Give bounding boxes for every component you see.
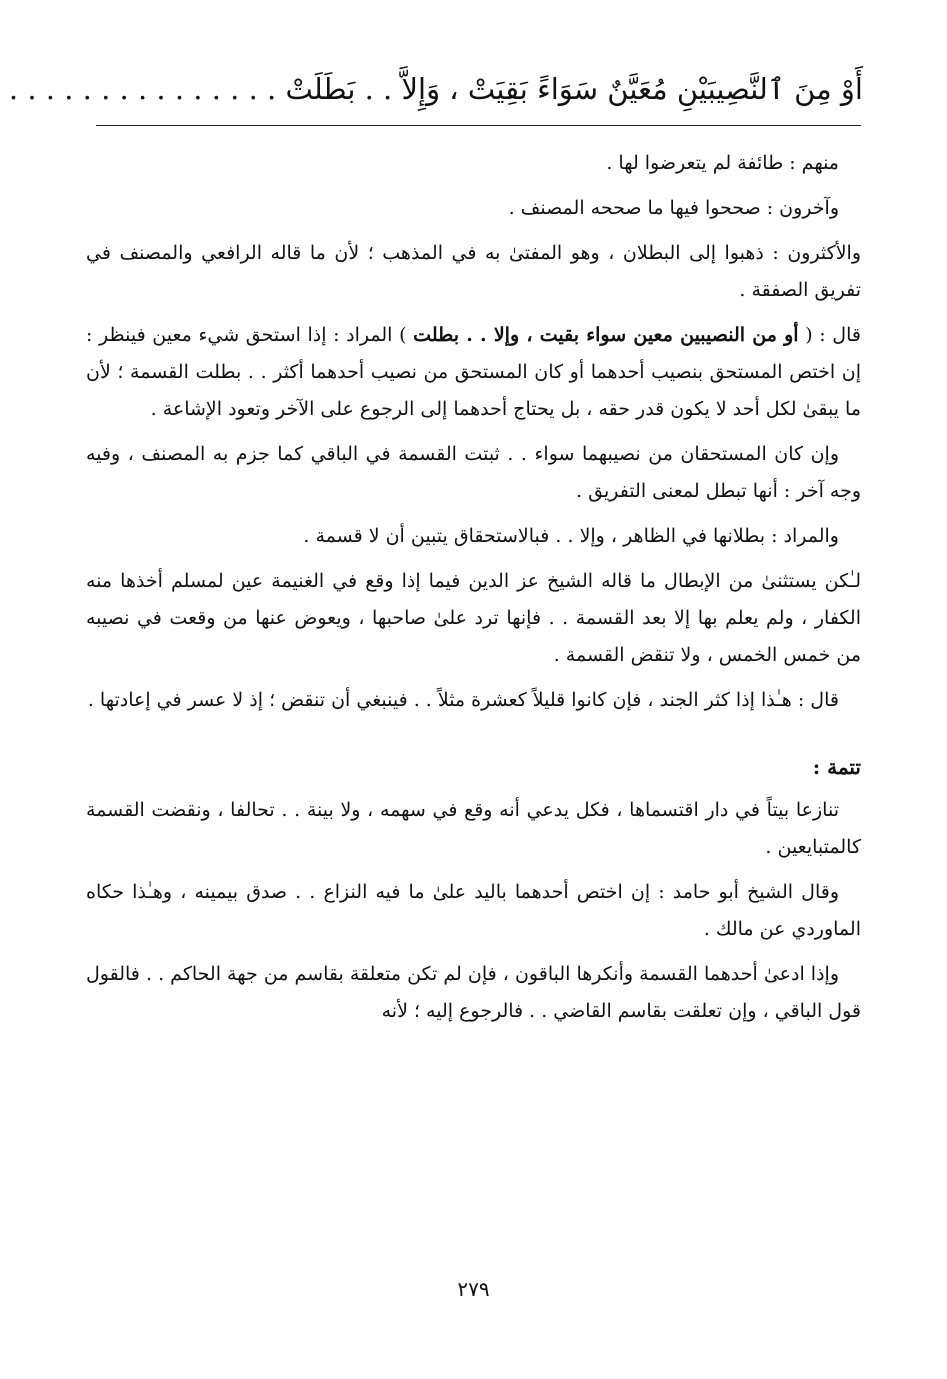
paragraph-9: تنازعا بيتاً في دار اقتسماها ، فكل يدعي أنه وقع في سهمه ، ولا بينة . . تحالفا ، ونقضت القسمة كالمتبايعين .: [86, 799, 861, 858]
header-rule: [96, 125, 861, 126]
paragraph-6: والمراد : بطلانها في الظاهر ، وإلا . . فبالاستحقاق يتبين أن لا قسمة .: [303, 525, 839, 547]
paragraph-5: وإن كان المستحقان من نصيبهما سواء . . ثبتت القسمة في الباقي كما جزم به المصنف ، وفيه وجه آخر : أنها تبطل لمعنى التفريق .: [86, 443, 861, 502]
paragraph-8: قال : هـٰذا إذا كثر الجند ، فإن كانوا قليلاً كعشرة مثلاً . . فينبغي أن تنقض ؛ إذ لا عسر في إعادتها .: [87, 689, 839, 711]
page-number: ٢٧٩: [457, 1277, 490, 1301]
running-header: أَوْ مِنَ ٱلنَّصِيبَيْنِ مُعَيَّنٌ سَوَاءً بَقِيَتْ ، وَإِلاَّ . . بَطَلَتْ . . . . . . . . . . . . . . .: [8, 72, 863, 106]
paragraph-4: [86, 317, 861, 428]
paragraph-4-rest: ) المراد : إذا استحق شيء معين فينظر : إن اختص المستحق بنصيب أحدهما أو كان المستحق من نصيب أحدهما أكثر . . بطلت القسمة ؛ لأن ما يبقىٰ لكل أحد لا يكون قدر حقه ، بل يحتاج أحدهما إلى الرجوع على الآخر وتعود الإشاعة .: [86, 324, 861, 420]
paragraph-11: وإذا ادعىٰ أحدهما القسمة وأنكرها الباقون ، فإن لم تكن متعلقة بقاسم من جهة الحاكم . . فالقول قول الباقي ، وإن تعلقت بقاسم القاضي . . فالرجوع إليه ؛ لأنه: [86, 963, 861, 1022]
section-heading: تتمة :: [812, 755, 861, 779]
paragraph-4-pre: قال : (: [805, 324, 861, 346]
paragraph-7: لـٰكن يستثنىٰ من الإبطال ما قاله الشيخ عز الدين فيما إذا وقع في الغنيمة عين لمسلم أخذها منه الكفار ، ولم يعلم بها إلا بعد القسمة . . فإنها ترد علىٰ صاحبها ، ويعوض عنها من وقعت في نصيبه من خمس الخمس ، ولا تنقض القسمة .: [86, 570, 861, 666]
paragraph-4-quote: أو من النصيبين معين سواء بقيت ، وإلا . . بطلت: [413, 324, 799, 346]
paragraph-10: وقال الشيخ أبو حامد : إن اختص أحدهما باليد علىٰ ما فيه النزاع . . صدق بيمينه ، وهـٰذا حكاه الماوردي عن مالك .: [86, 881, 861, 940]
paragraph-3: والأكثرون : ذهبوا إلى البطلان ، وهو المفتىٰ به في المذهب ؛ لأن ما قاله الرافعي والمصنف في تفريق الصفقة .: [86, 242, 861, 301]
paragraph-1: منهم : طائفة لم يتعرضوا لها .: [606, 152, 839, 174]
page-body: [86, 145, 861, 1038]
paragraph-2: وآخرون : صححوا فيها ما صححه المصنف .: [508, 197, 839, 219]
